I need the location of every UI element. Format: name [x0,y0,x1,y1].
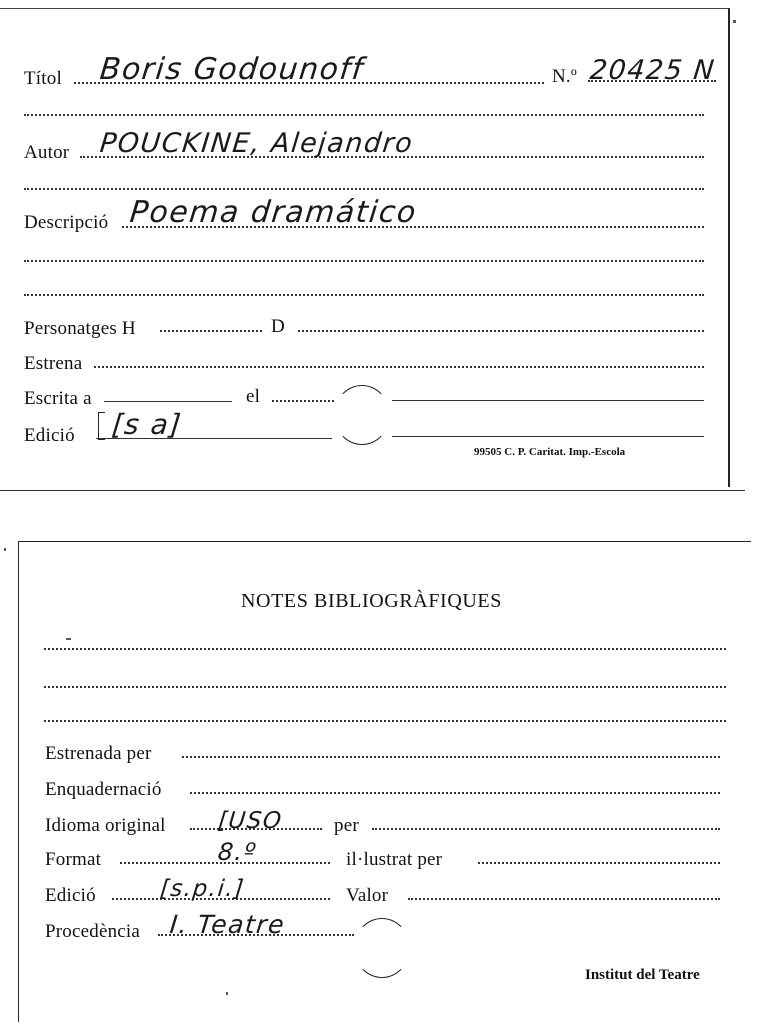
notes-heading: NOTES BIBLIOGRÀFIQUES [241,590,502,612]
titol-value: Boris Godounoff [98,52,366,87]
idioma-per-label: per [334,815,359,836]
punch-hole-mark [334,385,390,445]
escrita-a-line [104,401,232,402]
card-divider [0,490,745,491]
blank-line [24,294,704,296]
escrita-el-label: el [246,386,261,407]
personatges-label: Personatges H [24,318,136,339]
autor-value: POUCKINE, Alejandro [98,128,415,159]
format-label: Format [45,849,102,870]
blank-line [44,720,726,722]
descripcio-label: Descripció [24,212,109,233]
scan-speck [4,548,6,551]
escrita-label: Escrita a [24,388,92,409]
scan-speck [733,20,736,23]
estrena-label: Estrena [24,353,83,374]
idioma-value: [USO [216,808,284,834]
printer-imprint: 99505 C. P. Caritat. Imp.-Escola [474,446,626,458]
blank-line [44,686,726,688]
blank-line [24,260,704,262]
edicio-label: Edició [24,425,75,446]
edicio-value: [s a] [110,408,184,441]
enquadernacio-label: Enquadernació [45,779,162,800]
personatges-h-line [160,330,262,332]
descripcio-value: Poema dramático [128,195,419,230]
blank-line [24,114,704,116]
blank-line [24,188,704,190]
escrita-el-line [272,400,334,402]
bracket-left [98,412,105,440]
valor-field-line [408,898,720,900]
estrenada-label: Estrenada per [45,743,152,764]
personatges-d-line [298,330,704,332]
personatges-d-label: D [271,316,285,337]
format-illustrat-label: il·lustrat per [346,849,443,870]
enquadernacio-field-line [190,792,720,794]
autor-label: Autor [24,142,70,163]
procedencia-value: I. Teatre [168,910,287,939]
blank-line [44,648,726,650]
titol-label: Títol [24,68,62,89]
number-value: 20425 N [588,55,717,86]
estrenada-field-line [182,756,720,758]
idioma-per-field-line [372,828,720,830]
escrita-el-line-right [392,400,704,401]
idioma-label: Idioma original [45,815,166,836]
procedencia-label: Procedència [45,921,141,942]
edicio2-label: Edició [45,885,96,906]
valor-label: Valor [346,885,389,906]
scan-speck [66,638,71,640]
scan-speck [226,992,228,995]
edicio2-value: [s.p.i.] [158,876,247,902]
edicio-field-line-right [392,436,704,437]
estrena-field-line [94,366,704,368]
punch-hole-mark [354,918,410,978]
illustrat-field-line [478,862,720,864]
format-value: 8.º [216,838,259,866]
number-label: N.º [552,66,577,87]
institution-name: Institut del Teatre [585,967,700,983]
